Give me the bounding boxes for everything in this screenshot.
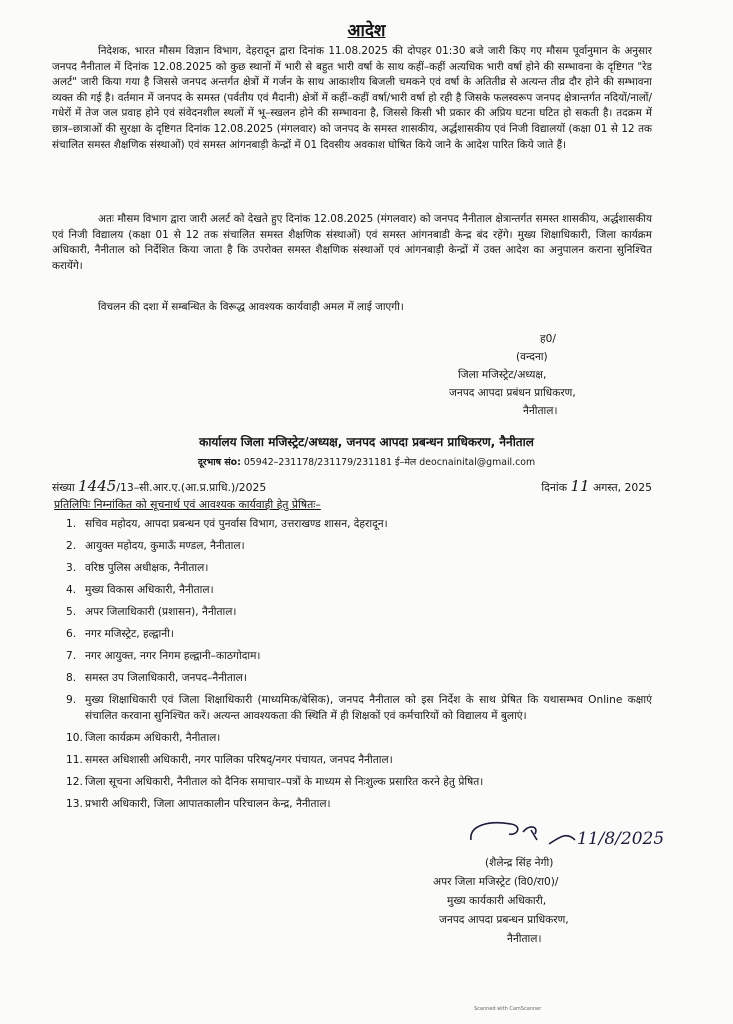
signatory-place: नैनीताल। bbox=[523, 405, 558, 417]
magistrate-signature-block bbox=[449, 330, 576, 420]
list-item: 3. वरिष्ठ पुलिस अधीक्षक, नैनीताल। bbox=[66, 562, 209, 574]
office-contact-line bbox=[0, 455, 733, 468]
signatory-designation: जिला मजिस्ट्रेट/अध्यक्ष, bbox=[458, 369, 547, 381]
list-item: 12. जिला सूचना अधिकारी, नैनीताल को दैनिक समाचार–पत्रों के माध्यम से निःशुल्क प्रसारित करने हेतु प्रेषित। bbox=[66, 775, 484, 788]
list-item: 6. नगर मजिस्ट्रेट, हल्द्वानी। bbox=[66, 628, 174, 640]
distribution-list bbox=[54, 517, 652, 819]
list-item: 1. सचिव महोदय, आपदा प्रबन्धन एवं पुनर्वास विभाग, उत्तराखण्ड शासन, देहरादून। bbox=[66, 518, 388, 530]
order-paragraph-2: अतः मौसम विभाग द्वारा जारी अलर्ट को देखते हुए दिनांक 12.08.2025 (मंगलवार) को जनपद नैनीताल क्षेत्रान्तर्गत समस्त शासकीय, अर्द्धशासकीय एवं निजी विद्यालय (कक्षा 01 से 12 तक संचालित समस्त शैक्षणिक संस्थाओं) एवं समस्त आंगनबाडी केन्द्र बंद रहेंगे। मुख्य शिक्षाधिकारी, जिला कार्यक्रम अधिकारी, नैनीताल को निर्देशित किया जाता है कि उपरोक्त समस्त शैक्षणिक संस्थाओं एवं आंगनबाड़ी केन्द्रों में उक्त आदेश का अनुपालन कराना सुनिश्चित करायेंगे। bbox=[52, 213, 652, 272]
handwritten-day: 11 bbox=[570, 477, 590, 495]
copy-to-heading: प्रतिलिपिः निम्नांकित को सूचनार्थ एवं आवश्यक कार्यवाही हेतु प्रेषितः– bbox=[54, 498, 321, 511]
order-paragraph-3: विचलन की दशा में सम्बन्धित के विरूद्ध आवश्यक कार्यवाही अमल में लाई जाएगी। bbox=[98, 301, 404, 313]
scanner-watermark: Scanned with CamScanner bbox=[474, 1006, 542, 1012]
office-heading: कार्यालय जिला मजिस्ट्रेट/अध्यक्ष, जनपद आपदा प्रबन्धन प्राधिकरण, नैनीताल bbox=[199, 435, 534, 449]
list-item: 8. समस्त उप जिलाधिकारी, जनपद–नैनीताल। bbox=[66, 672, 247, 684]
list-item: 11. समस्त अधिशासी अधिकारी, नगर पालिका परिषद्/नगर पंचायत, जनपद नैनीताल। bbox=[66, 753, 393, 766]
email-label: ई–मेल bbox=[395, 457, 417, 468]
list-item: 9. मुख्य शिक्षाधिकारी एवं जिला शिक्षाधिकारी (माध्यमिक/बेसिक), जनपद नैनीताल को इस निर्देश के साथ प्रेषित कि यथासम्भव Online कक्षाएं संचालित करवाना सुनिश्चित करें। अत्यन्त आवश्यकता की स्थिति में ही शिक्षकों एवं कर्मचारियों को विद्यालय में बुलाएं। bbox=[66, 694, 652, 722]
adm-place: नैनीताल। bbox=[507, 933, 542, 945]
reference-suffix: /13–सी.आर.ए.(आ.प्र.प्राधि.)/2025 bbox=[116, 481, 267, 494]
list-item: 4. मुख्य विकास अधिकारी, नैनीताल। bbox=[66, 584, 214, 596]
order-title: आदेश bbox=[347, 21, 386, 41]
date-suffix: अगस्त, 2025 bbox=[592, 481, 652, 494]
list-item: 7. नगर आयुक्त, नगर निगम हल्द्वानी–काठगोदाम। bbox=[66, 650, 261, 662]
reference-prefix: संख्या bbox=[52, 481, 75, 494]
handwritten-signature bbox=[465, 818, 705, 854]
adm-name: (शैलेन्द्र सिंह नेगी) bbox=[485, 857, 554, 869]
phone-label: दूरभाष संo: bbox=[197, 457, 241, 468]
list-item: 13. प्रभारी अधिकारी, जिला आपातकालीन परिचालन केन्द्र, नैनीताल। bbox=[66, 797, 331, 810]
reference-number bbox=[52, 477, 266, 495]
signed-mark: ह0/ bbox=[540, 333, 556, 345]
phone-numbers: 05942–231178/231179/231181 bbox=[243, 457, 393, 468]
order-paragraph-1: निदेशक, भारत मौसम विज्ञान विभाग, देहरादून द्वारा दिनांक 11.08.2025 की दोपहर 01:30 बजे जारी किए गए मौसम पूर्वानुमान के अनुसार जनपद नैनीताल में दिनांक 12.08.2025 को कुछ स्थानों में भारी से बहुत भारी वर्षा के साथ कहीं–कहीं अत्यधिक भारी वर्षा होने की सम्भावना के दृष्टिगत "रेड अलर्ट" जारी किया गया है जिससे जनपद अन्तर्गत क्षेत्रों में गर्जन के साथ आकाशीय बिजली चमकने एवं वर्षा के अतितीव्र से अत्यन्त तीव्र दौर होने की सम्भावना व्यक्त की गई है। वर्तमान में जनपद के समस्त (पर्वतीय एवं मैदानी) क्षेत्रों में कहीं–कहीं वर्षा/भारी वर्षा हो रही है जिसके फलस्वरूप जनपद क्षेत्रान्तर्गत नदियों/नालों/गधेरों में तेज जल प्रवाह होने एवं संवेदनशील स्थलों में भू–स्खलन होने की सम्भावना है, जिससे किसी भी प्रकार की अप्रिय घटना घटित हो सकती है। तदक्रम में छात्र–छात्राओं की सुरक्षा के दृष्टिगत दिनांक 12.08.2025 (मंगलवार) को जनपद के समस्त शासकीय, अर्द्धशासकीय एवं निजी विद्यालयों (कक्षा 01 से 12 तक संचालित समस्त शैक्षणिक संस्थाओं) एवं समस्त आंगनबाड़ी केन्द्रों में 01 दिवसीय अवकाश घोषित किये जाने के आदेश पारित किये जाते हैं। bbox=[52, 45, 652, 151]
list-item: 10. जिला कार्यक्रम अधिकारी, नैनीताल। bbox=[66, 731, 221, 744]
list-item: 5. अपर जिलाधिकारी (प्रशासन), नैनीताल। bbox=[66, 606, 237, 618]
handwritten-ref-number: 1445 bbox=[78, 477, 117, 495]
adm-ceo-designation: मुख्य कार्यकारी अधिकारी, bbox=[447, 895, 547, 907]
signatory-authority: जनपद आपदा प्रबंधन प्राधिकरण, bbox=[449, 387, 576, 399]
date-prefix: दिनांक bbox=[541, 481, 567, 494]
email-address: deocnainital@gmail.com bbox=[419, 457, 536, 468]
adm-authority: जनपद आपदा प्रबन्धन प्राधिकरण, bbox=[439, 914, 569, 926]
list-item: 2. आयुक्त महोदय, कुमाऊँ मण्डल, नैनीताल। bbox=[66, 540, 245, 552]
reference-date bbox=[541, 477, 652, 495]
signature-date: 11/8/2025 bbox=[577, 829, 665, 849]
adm-designation: अपर जिला मजिस्ट्रेट (वि0/रा0)/ bbox=[433, 876, 559, 888]
adm-signature-block bbox=[433, 854, 569, 949]
signatory-name: (वन्दना) bbox=[516, 351, 548, 363]
